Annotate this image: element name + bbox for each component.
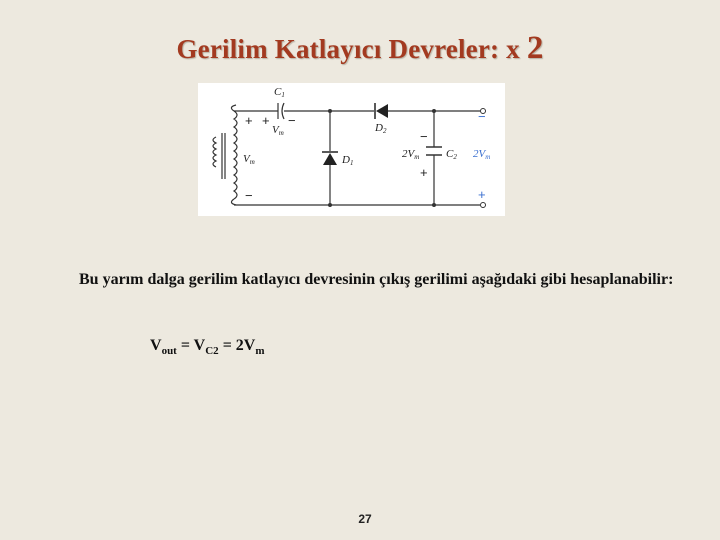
title-factor: 2 <box>526 30 544 66</box>
transformer-primary <box>213 137 216 167</box>
c1-plus: + <box>262 113 270 128</box>
d2-diode-symbol <box>376 104 388 118</box>
output-voltage-formula: $V_{out} = V_{C2} = 2V_m$ <box>150 337 265 358</box>
c1-plate-right <box>282 103 284 119</box>
source-plus: + <box>245 113 253 128</box>
output-plus: + <box>478 187 486 202</box>
node-top-right <box>432 109 436 113</box>
output-terminal-bottom <box>481 203 486 208</box>
node-bottom-mid <box>328 203 332 207</box>
voltage-doubler-circuit-diagram <box>198 83 505 216</box>
node-bottom-right <box>432 203 436 207</box>
c1-minus: − <box>288 113 296 128</box>
c2-plus: + <box>420 165 428 180</box>
body-paragraph: Bu yarım dalga gerilim katlayıcı devresinin çıkış gerilimi aşağıdaki gibi hesaplanabilir: <box>79 271 674 288</box>
page-number: 27 <box>358 512 372 526</box>
c1-label: C1 <box>274 86 285 99</box>
d2-label: D2 <box>375 122 387 135</box>
d1-label: D1 <box>342 154 354 167</box>
output-voltage-label: 2Vm <box>473 148 491 161</box>
node-top-mid <box>328 109 332 113</box>
transformer-secondary <box>234 111 237 199</box>
c2-minus: − <box>420 129 428 144</box>
source-minus: − <box>245 188 253 203</box>
circuit-svg <box>198 83 505 216</box>
c2-voltage-label: 2Vm <box>402 148 420 161</box>
c2-label: C2 <box>446 148 457 161</box>
vm-label-source: Vm <box>243 153 255 166</box>
slide-title <box>0 30 720 67</box>
title-main: Gerilim Katlayıcı Devreler: x <box>176 34 527 64</box>
output-minus: − <box>478 109 486 124</box>
vm-label-top: Vm <box>272 124 284 137</box>
d1-diode-symbol <box>323 153 337 165</box>
